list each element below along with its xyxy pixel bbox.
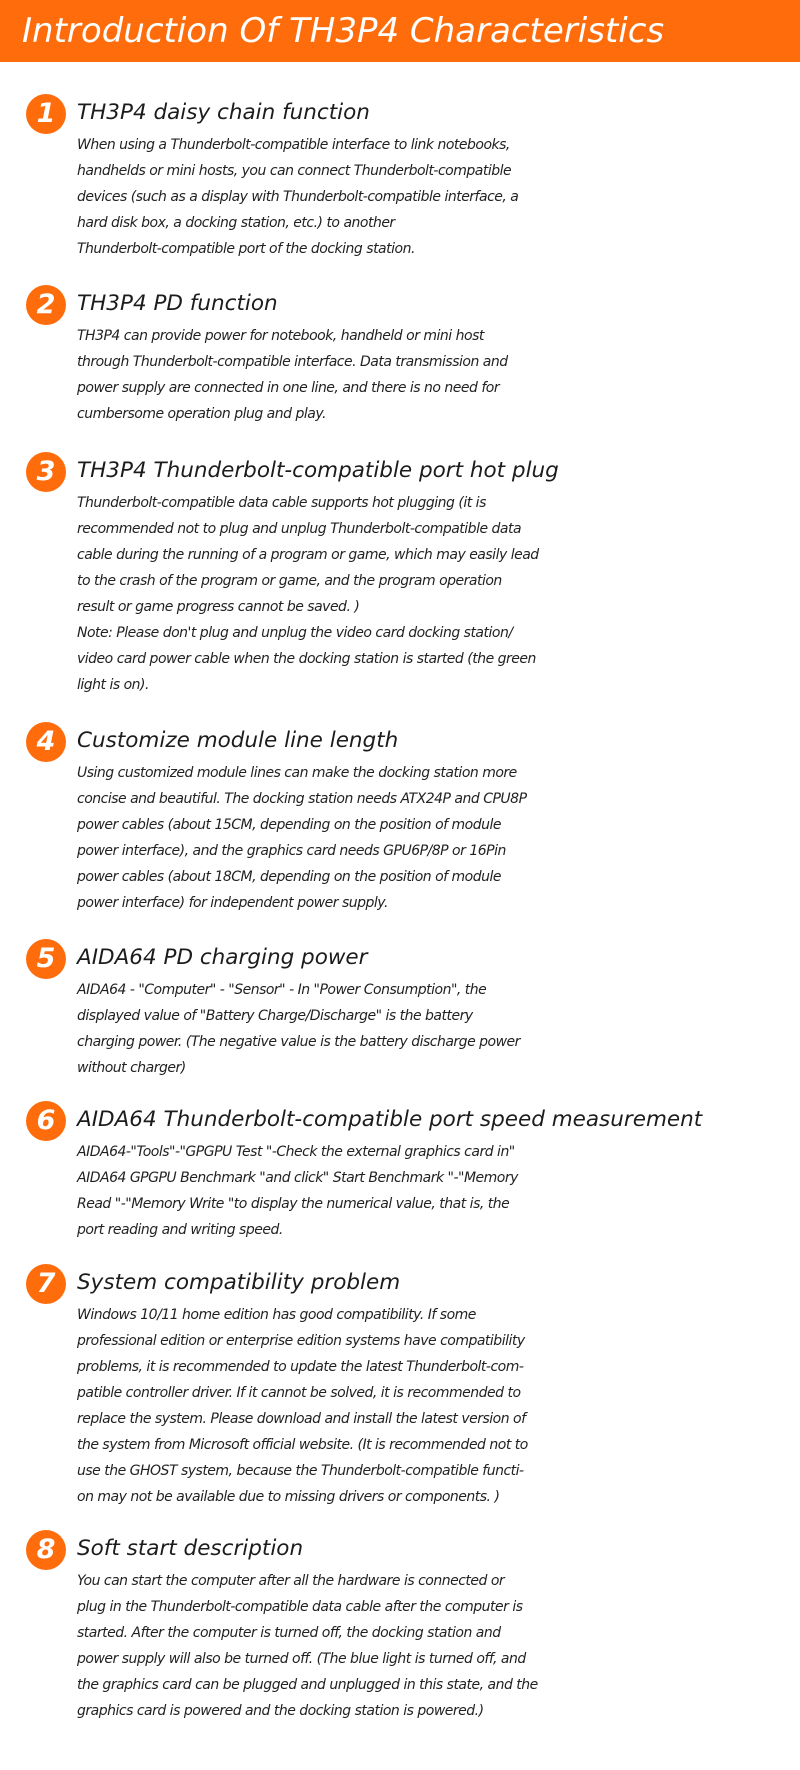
body-line: power cables (about 15CM, depending on the position of module	[77, 817, 501, 833]
item-title: TH3P4 Thunderbolt-compatible port hot plug	[77, 458, 559, 483]
body-line: AIDA64-"Tools"-"GPGPU Test "-Check the external graphics card in"	[77, 1144, 515, 1160]
item-title: AIDA64 PD charging power	[77, 945, 368, 970]
body-line: patible controller driver. If it cannot be solved, it is recommended to	[77, 1385, 521, 1401]
item-title: AIDA64 Thunderbolt-compatible port speed measurement	[77, 1107, 703, 1132]
body-line: the graphics card can be plugged and unplugged in this state, and the	[77, 1677, 538, 1693]
body-line: concise and beautiful. The docking station needs ATX24P and CPU8P	[77, 791, 527, 807]
body-line: port reading and writing speed.	[77, 1222, 283, 1238]
item-title: System compatibility problem	[77, 1270, 401, 1295]
body-line: video card power cable when the docking station is started (the green	[77, 651, 536, 667]
body-line: When using a Thunderbolt-compatible interface to link notebooks,	[77, 137, 510, 153]
body-line: cumbersome operation plug and play.	[77, 406, 326, 422]
body-line: cable during the running of a program or game, which may easily lead	[77, 547, 539, 563]
body-line: Windows 10/11 home edition has good compatibility. If some	[77, 1307, 476, 1323]
item-body	[77, 490, 797, 698]
item-title: Customize module line length	[77, 728, 399, 753]
body-line: graphics card is powered and the docking station is powered.)	[77, 1703, 484, 1719]
body-line: power interface) for independent power supply.	[77, 895, 388, 911]
body-line: without charger)	[77, 1060, 186, 1076]
number-badge: 1	[26, 94, 66, 134]
item-body	[77, 323, 797, 427]
body-line: hard disk box, a docking station, etc.) to another	[77, 215, 395, 231]
number-badge: 3	[26, 452, 66, 492]
body-line: plug in the Thunderbolt-compatible data cable after the computer is	[77, 1599, 523, 1615]
item-title: Soft start description	[77, 1536, 304, 1561]
body-line: on may not be available due to missing drivers or components. )	[77, 1489, 500, 1505]
body-line: result or game progress cannot be saved. )	[77, 599, 360, 615]
body-line: AIDA64 - "Computer" - "Sensor" - In "Power Consumption", the	[77, 982, 487, 998]
number-badge: 6	[26, 1101, 66, 1141]
body-line: handhelds or mini hosts, you can connect Thunderbolt-compatible	[77, 163, 512, 179]
body-line: Read "-"Memory Write "to display the numerical value, that is, the	[77, 1196, 510, 1212]
body-line: professional edition or enterprise edition systems have compatibility	[77, 1333, 525, 1349]
body-line: power interface), and the graphics card needs GPU6P/8P or 16Pin	[77, 843, 506, 859]
item-body	[77, 760, 797, 916]
body-line: charging power. (The negative value is the battery discharge power	[77, 1034, 520, 1050]
body-line: replace the system. Please download and install the latest version of	[77, 1411, 526, 1427]
body-line: power supply are connected in one line, and there is no need for	[77, 380, 500, 396]
body-line: Thunderbolt-compatible data cable supports hot plugging (it is	[77, 495, 486, 511]
body-line: the system from Microsoft official website. (It is recommended not to	[77, 1437, 528, 1453]
body-line: devices (such as a display with Thunderbolt-compatible interface, a	[77, 189, 519, 205]
page-title: Introduction Of TH3P4 Characteristics	[22, 11, 665, 51]
body-line: started. After the computer is turned off, the docking station and	[77, 1625, 501, 1641]
body-line: power cables (about 18CM, depending on the position of module	[77, 869, 501, 885]
item-body	[77, 1139, 797, 1243]
body-line: displayed value of "Battery Charge/Discharge" is the battery	[77, 1008, 473, 1024]
number-badge: 7	[26, 1264, 66, 1304]
body-line: to the crash of the program or game, and the program operation	[77, 573, 502, 589]
item-title: TH3P4 PD function	[77, 291, 278, 316]
item-body	[77, 132, 797, 262]
item-body	[77, 1302, 797, 1510]
page-header	[0, 0, 800, 62]
number-badge: 2	[26, 285, 66, 325]
item-body	[77, 977, 797, 1081]
item-title: TH3P4 daisy chain function	[77, 100, 370, 125]
number-badge: 4	[26, 722, 66, 762]
body-line: problems, it is recommended to update the latest Thunderbolt-com-	[77, 1359, 524, 1375]
body-line: Note: Please don't plug and unplug the video card docking station/	[77, 625, 513, 641]
body-line: light is on).	[77, 677, 149, 693]
body-line: TH3P4 can provide power for notebook, handheld or mini host	[77, 328, 484, 344]
number-badge: 5	[26, 939, 66, 979]
body-line: through Thunderbolt-compatible interface. Data transmission and	[77, 354, 508, 370]
item-body	[77, 1568, 797, 1724]
body-line: Using customized module lines can make the docking station more	[77, 765, 517, 781]
body-line: Thunderbolt-compatible port of the docking station.	[77, 241, 415, 257]
body-line: power supply will also be turned off. (The blue light is turned off, and	[77, 1651, 526, 1667]
body-line: You can start the computer after all the hardware is connected or	[77, 1573, 505, 1589]
body-line: AIDA64 GPGPU Benchmark "and click" Start Benchmark "-"Memory	[77, 1170, 518, 1186]
body-line: use the GHOST system, because the Thunderbolt-compatible functi-	[77, 1463, 524, 1479]
body-line: recommended not to plug and unplug Thunderbolt-compatible data	[77, 521, 522, 537]
number-badge: 8	[26, 1530, 66, 1570]
